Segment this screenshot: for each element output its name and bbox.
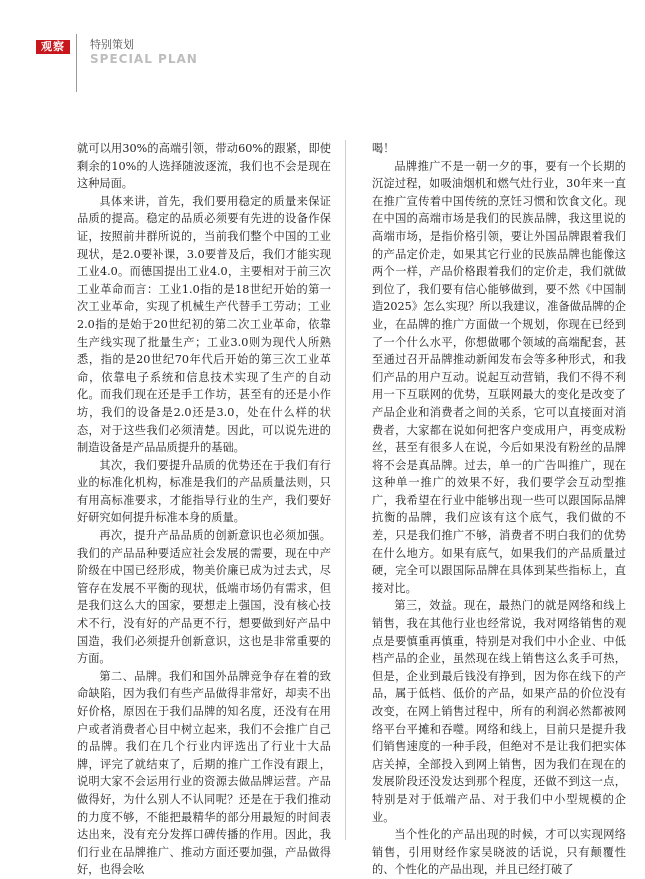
header-divider — [76, 34, 77, 92]
paragraph: 品牌推广不是一朝一夕的事，要有一个长期的沉淀过程，如吸油烟机和燃气灶行业，30年来一直在推广宣传着中国传统的烹饪习惯和饮食文化。现在中国的高端市场是我们的民族品牌，我这里说的高端市场，是指价格引领，要让外国品牌跟着我们的产品定价走，如果其它行业的民族品牌也能像这两个一样，产品价格跟着我们的定价走，我们就做到位了，我们要有信心能够做到，要不然《中国制造2025》怎么实现？所以我建议，准备做品牌的企业，在品牌的推广方面做一个规划，你现在已经到了一个什么水平，你想做哪个领域的高端配套，甚至通过召开品牌推动新闻发布会等多种形式，和我们产品的用户互动。说起互动营销，我们不得不利用一下互联网的优势，互联网最大的变化是改变了产品企业和消费者之间的关系，它可以直接面对消费者，大家都在说如何把客户变成用户，再变成粉丝，甚至有很多人在说，今后如果没有粉丝的品牌将不会是真品牌。过去，单一的广告叫推广，现在这种单一推广的效果不好，我们要学会互动型推广，我希望在行业中能够出现一些可以跟国际品牌抗衡的品牌，我们应该有这个底气，我们做的不差，只是我们推广不够，消费者不明白我们的优势在什么地方。如果有底气，如果我们的产品质量过硬，完全可以跟国际品牌在具体到某些指标上，直接对比。 — [372, 159, 626, 595]
paragraph: 具体来讲，首先，我们要用稳定的质量来保证品质的提高。稳定的品质必须要有先进的设备作保证，按照前井群所说的，当前我们整个中国的工业现状，是2.0要补课，3.0要普及后，我们才能实现工业4.0。而德国提出工业4.0，主要相对于前三次工业革命而言：工业1.0指的是18世纪开始的第一次工业革命，实现了机械生产代替手工劳动；工业2.0指的是始于20世纪初的第二次工业革命，依靠生产线实现了批量生产；工业3.0则为现代人所熟悉，指的是20世纪70年代后开始的第三次工业革命，依靠电子系统和信息技术实现了生产的自动化。而我们现在还是手工作坊，甚至有的还是小作坊，我们的设备是2.0还是3.0，处在什么样的状态，对于这些我们必须清楚。因此，可以说先进的制造设备是产品品质提升的基础。 — [77, 194, 331, 455]
paragraph: 第二、品牌。我们和国外品牌竞争存在着的致命缺陷，因为我们有些产品做得非常好，却卖不出好价格，原因在于我们品牌的知名度，还没有在用户或者消费者心目中树立起来，我们不会推广自己的品牌。我们在几个行业内评选出了行业十大品牌，评完了就结束了，后期的推广工作没有跟上，说明大家不会运用行业的资源去做品牌运营。产品做得好，为什么别人不认同呢？还是在于我们推动的力度不够，不能把最精华的部分用最短的时间表达出来，没有充分发挥口碑传播的作用。因此，我们行业在品牌推广、推动方面还要加强，产品做得好，也得会吆 — [77, 669, 331, 877]
section-title-cn: 特别策划 — [90, 38, 134, 51]
paragraph: 其次，我们要提升品质的优势还在于我们有行业的标准化机构，标准是我们的产品质量法则，只有用高标准要求，才能指导行业的生产，我们要好好研究如何提升标准本身的质量。 — [77, 458, 331, 525]
paragraph: 当个性化的产品出现的时候，才可以实现网络销售，引用财经作家吴晓波的话说，只有颠覆性的、个性化的产品出现，并且已经打破了 — [372, 828, 626, 877]
right-column — [372, 140, 626, 877]
left-column — [77, 140, 331, 877]
section-tag: 观察 — [36, 40, 70, 54]
column-divider — [345, 140, 346, 840]
paragraph: 再次，提升产品品质的创新意识也必须加强。我们的产品品种要适应社会发展的需要，现在中产阶级在中国已经形成，物美价廉已成为过去式，尽管存在发展不平衡的现状，低端市场仍有需求，但是我们这么大的国家，要想走上强国，没有核心技术不行，没有好的产品更不行，想要做到好产品中国造，我们必须提升创新意识，这也是非常重要的方面。 — [77, 529, 331, 666]
page-header — [0, 0, 645, 95]
section-title-en: SPECIAL PLAN — [90, 52, 198, 66]
paragraph: 喝！ — [372, 142, 395, 155]
paragraph: 第三，效益。现在，最热门的就是网络和线上销售，我在其他行业也经常说，我对网络销售的观点是要慎重再慎重，特别是对我们中小企业、中低档产品的企业，虽然现在线上销售这么炙手可热，但是，企业到最后钱没有挣到，因为你在线下的产品，属于低档、低价的产品，如果产品的价位没有改变，在网上销售过程中，所有的利润必然都被网络平台平摊和吞噬。网络和线上，目前只是提升我们销售速度的一种手段，但绝对不是让我们把实体店关掉，全部投入到网上销售，因为我们在现在的发展阶段还没发达到那个程度，还做不到这一点，特别是对于低端产品、对于我们中小型规模的企业。 — [372, 599, 626, 824]
paragraph: 就可以用30%的高端引领，带动60%的跟紧，即使剩余的10%的人选择随波逐流，我们也不会是现在这种局面。 — [77, 142, 331, 191]
